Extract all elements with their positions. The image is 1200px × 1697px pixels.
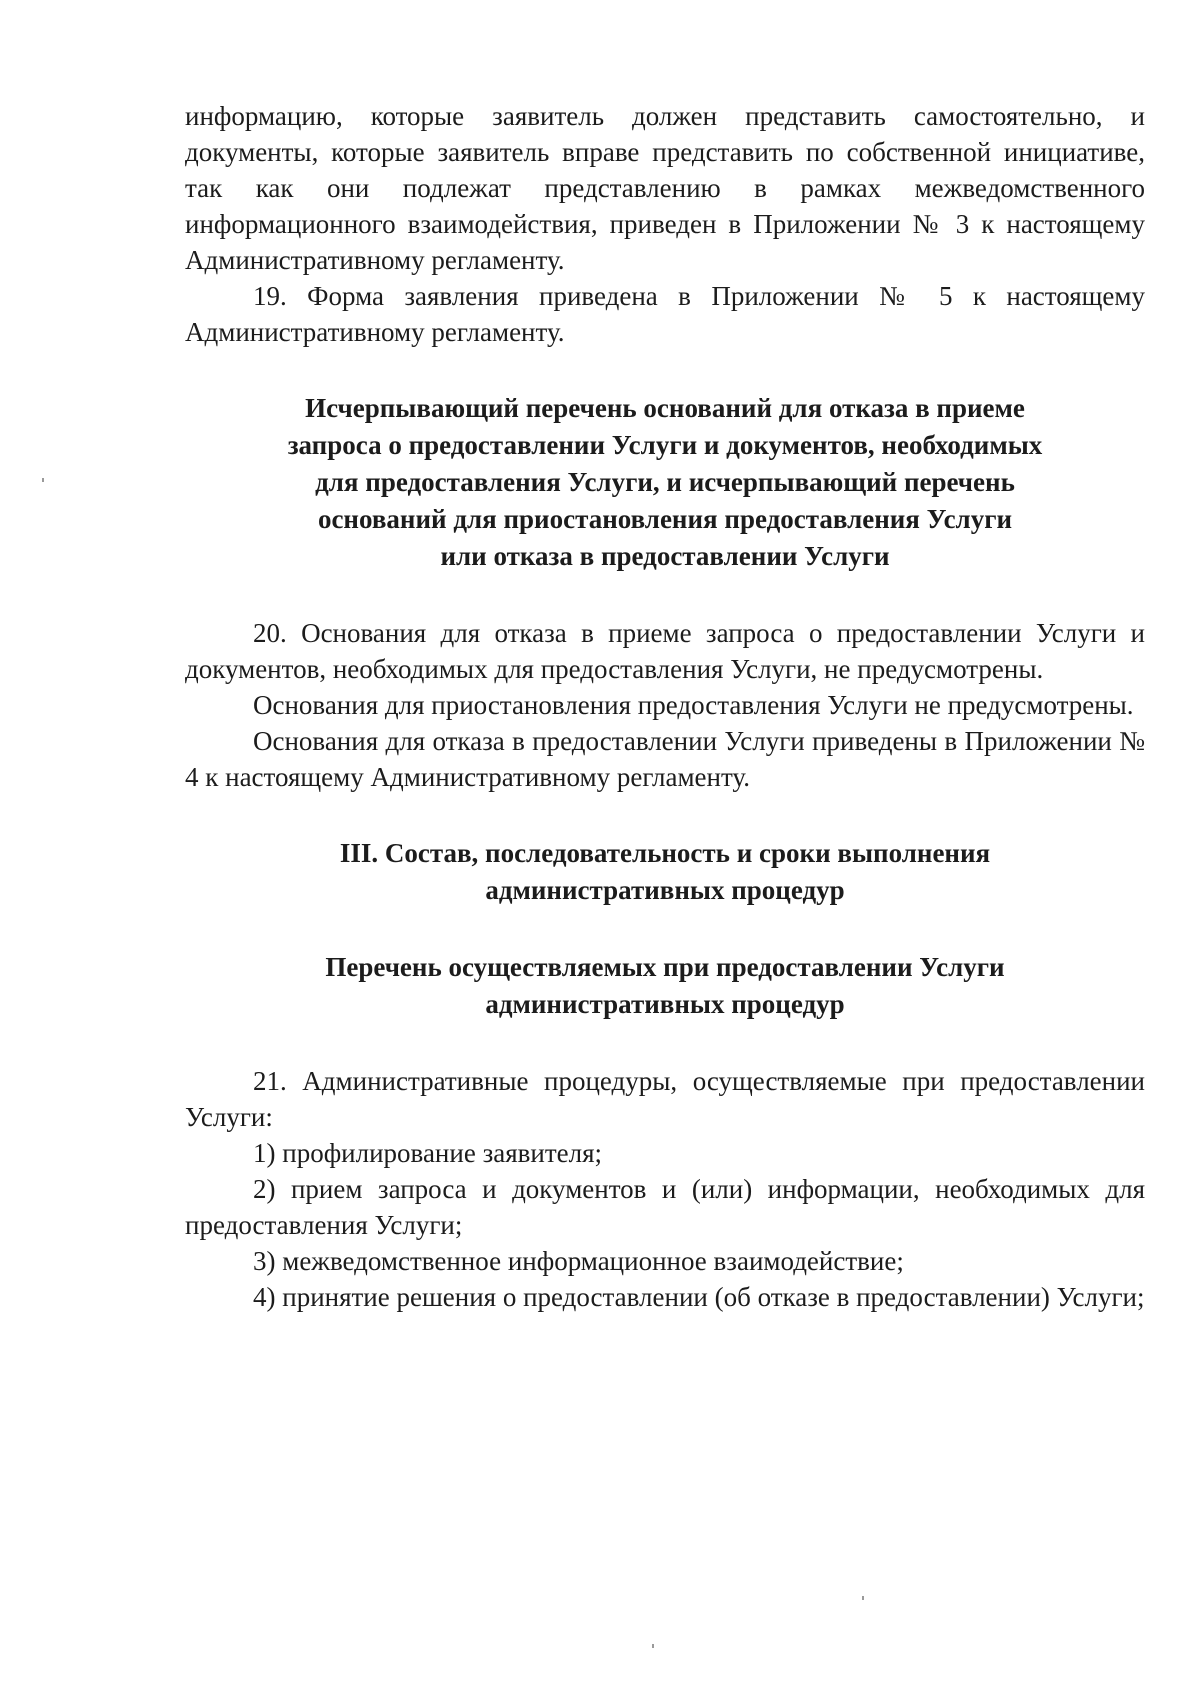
heading-line: административных процедур [485, 989, 845, 1019]
heading-refusal-grounds [185, 390, 1145, 575]
paragraph-20-suspension: Основания для приостановления предоставления Услуги не предусмотрены. [253, 690, 1134, 720]
list-item: 4) принятие решения о предоставлении (об отказе в предоставлении) Услуги; [253, 1282, 1145, 1312]
heading-line: запроса о предоставлении Услуги и документов, необходимых [287, 430, 1043, 460]
paragraph-19: 19. Форма заявления приведена в Приложении № 5 к настоящему Административному регламенту. [185, 281, 1145, 347]
heading-line: оснований для приостановления предоставления Услуги [317, 504, 1013, 534]
list-item: 2) прием запроса и документов и (или) информации, необходимых для предоставления Услуги; [185, 1174, 1145, 1240]
list-item: 3) межведомственное информационное взаимодействие; [253, 1246, 904, 1276]
document-page [185, 98, 1145, 1315]
heading-line: III. Состав, последовательность и сроки выполнения [339, 838, 991, 868]
paragraph-20: 20. Основания для отказа в приеме запроса о предоставлении Услуги и документов, необходимых для предоставления Услуги, не предусмотрены. [185, 618, 1145, 684]
scan-speck [652, 1644, 654, 1648]
heading-section-3 [185, 835, 1145, 909]
heading-line: Перечень осуществляемых при предоставлении Услуги [325, 952, 1005, 982]
scan-speck [862, 1596, 864, 1600]
heading-line: административных процедур [485, 875, 845, 905]
heading-line: или отказа в предоставлении Услуги [440, 541, 890, 571]
paragraph-20-refusal: Основания для отказа в предоставлении Услуги приведены в Приложении № 4 к настоящему Административному регламенту. [185, 726, 1145, 792]
heading-line: Исчерпывающий перечень оснований для отказа в приеме [305, 393, 1025, 423]
list-item: 1) профилирование заявителя; [253, 1138, 603, 1168]
scan-speck [42, 478, 44, 482]
heading-procedures-list [185, 949, 1145, 1023]
paragraph-intro: информацию, которые заявитель должен представить самостоятельно, и документы, которые заявитель вправе представить по собственной инициативе, так как они подлежат представлению в рамках межведомственного информационного взаимодействия, приведен в Приложении № 3 к настоящему Административному регламенту. [185, 101, 1145, 275]
heading-line: для предоставления Услуги, и исчерпывающий перечень [315, 467, 1015, 497]
paragraph-21: 21. Административные процедуры, осуществляемые при предоставлении Услуги: [185, 1066, 1145, 1132]
